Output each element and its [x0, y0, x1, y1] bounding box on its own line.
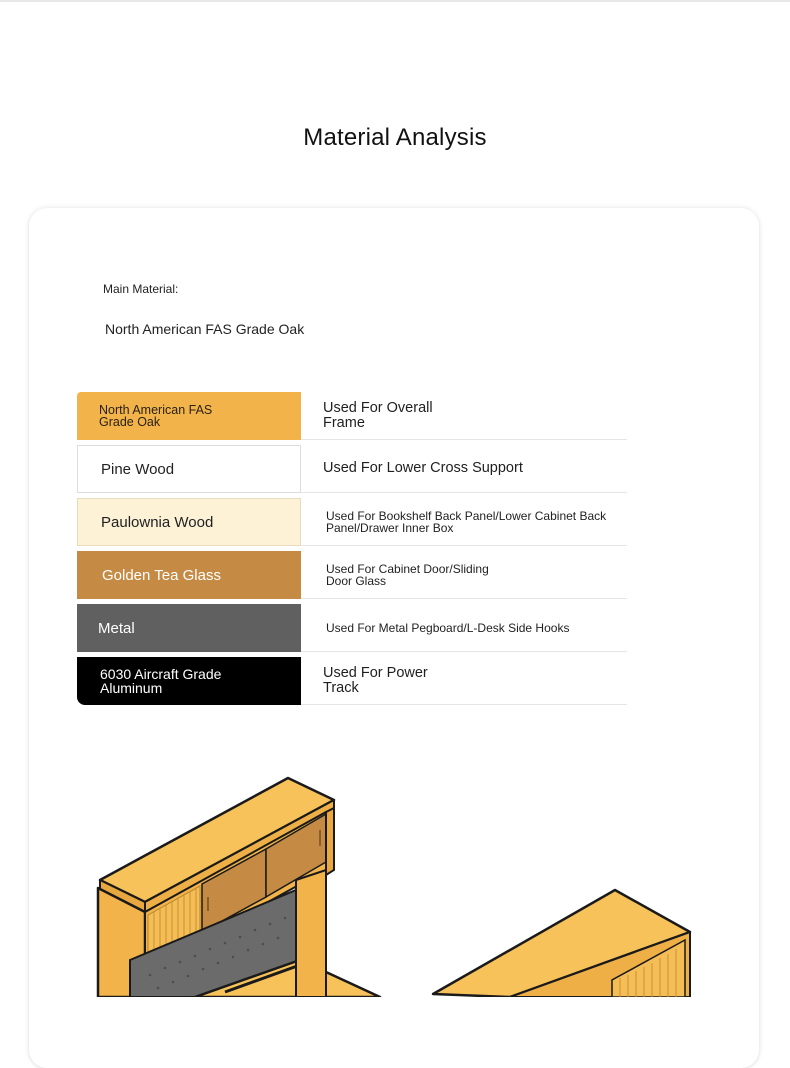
material-name: Metal [98, 619, 135, 637]
main-material-value: North American FAS Grade Oak [105, 321, 305, 337]
material-name: Golden Tea Glass [102, 566, 221, 584]
material-use-text: Used For Bookshelf Back Panel/Lower Cabinet Back Panel/Drawer Inner Box [326, 508, 607, 535]
material-use-text: Used For Power Track [323, 665, 428, 696]
material-use-text: Used For Overall Frame [323, 400, 433, 431]
material-name: Pine Wood [101, 460, 175, 478]
material-use-text: Used For Cabinet Door/Sliding Door Glass [326, 561, 489, 588]
material-name: Paulownia Wood [101, 513, 214, 531]
material-use-text: Used For Lower Cross Support [323, 460, 523, 477]
material-name: North American FAS Grade Oak [99, 402, 213, 429]
hutch-desk-icon [98, 778, 380, 997]
material-use-text: Used For Metal Pegboard/L-Desk Side Hooks [326, 620, 570, 635]
material-name: 6030 Aircraft Grade Aluminum [100, 666, 222, 696]
page-title: Material Analysis [303, 124, 487, 151]
main-material-label: Main Material: [103, 282, 179, 296]
side-cabinet-icon [433, 890, 690, 997]
